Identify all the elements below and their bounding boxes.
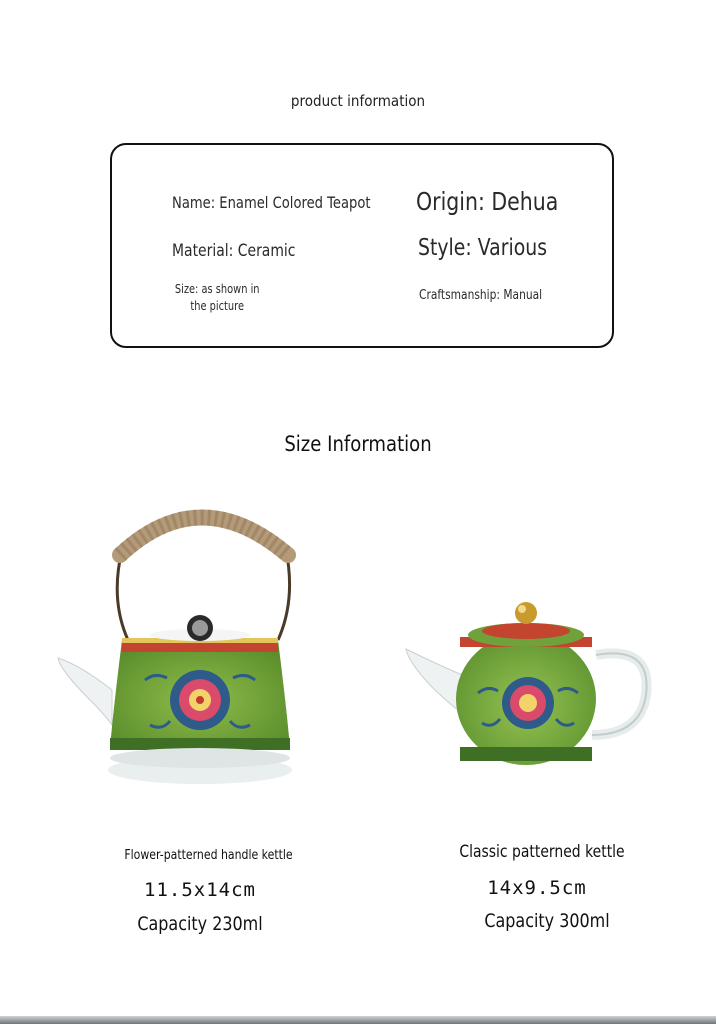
product-information-title: product information — [290, 92, 426, 110]
info-craftsmanship: Craftsmanship: Manual — [419, 288, 543, 303]
info-size: Size: as shown in the picture — [174, 282, 260, 313]
product-name-classic-kettle: Classic patterned kettle — [459, 842, 625, 862]
size-information-title: Size Information — [284, 432, 432, 456]
footer-divider-bar — [0, 1016, 716, 1024]
info-material: Material: Ceramic — [172, 241, 296, 261]
product-name-handle-kettle: Flower-patterned handle kettle — [124, 848, 293, 863]
info-style: Style: Various — [418, 235, 548, 261]
product-capacity-handle-kettle: Capacity 230ml — [137, 913, 263, 935]
product-info-card — [110, 143, 614, 348]
product-dimensions-handle-kettle: 11.5x14cm — [144, 879, 256, 901]
info-origin: Origin: Dehua — [416, 187, 559, 216]
info-name: Name: Enamel Colored Teapot — [172, 193, 371, 212]
product-capacity-classic-kettle: Capacity 300ml — [484, 910, 610, 932]
product-dimensions-classic-kettle: 14x9.5cm — [487, 877, 587, 899]
classic-kettle-image — [400, 595, 655, 780]
handle-kettle-image — [50, 490, 310, 800]
